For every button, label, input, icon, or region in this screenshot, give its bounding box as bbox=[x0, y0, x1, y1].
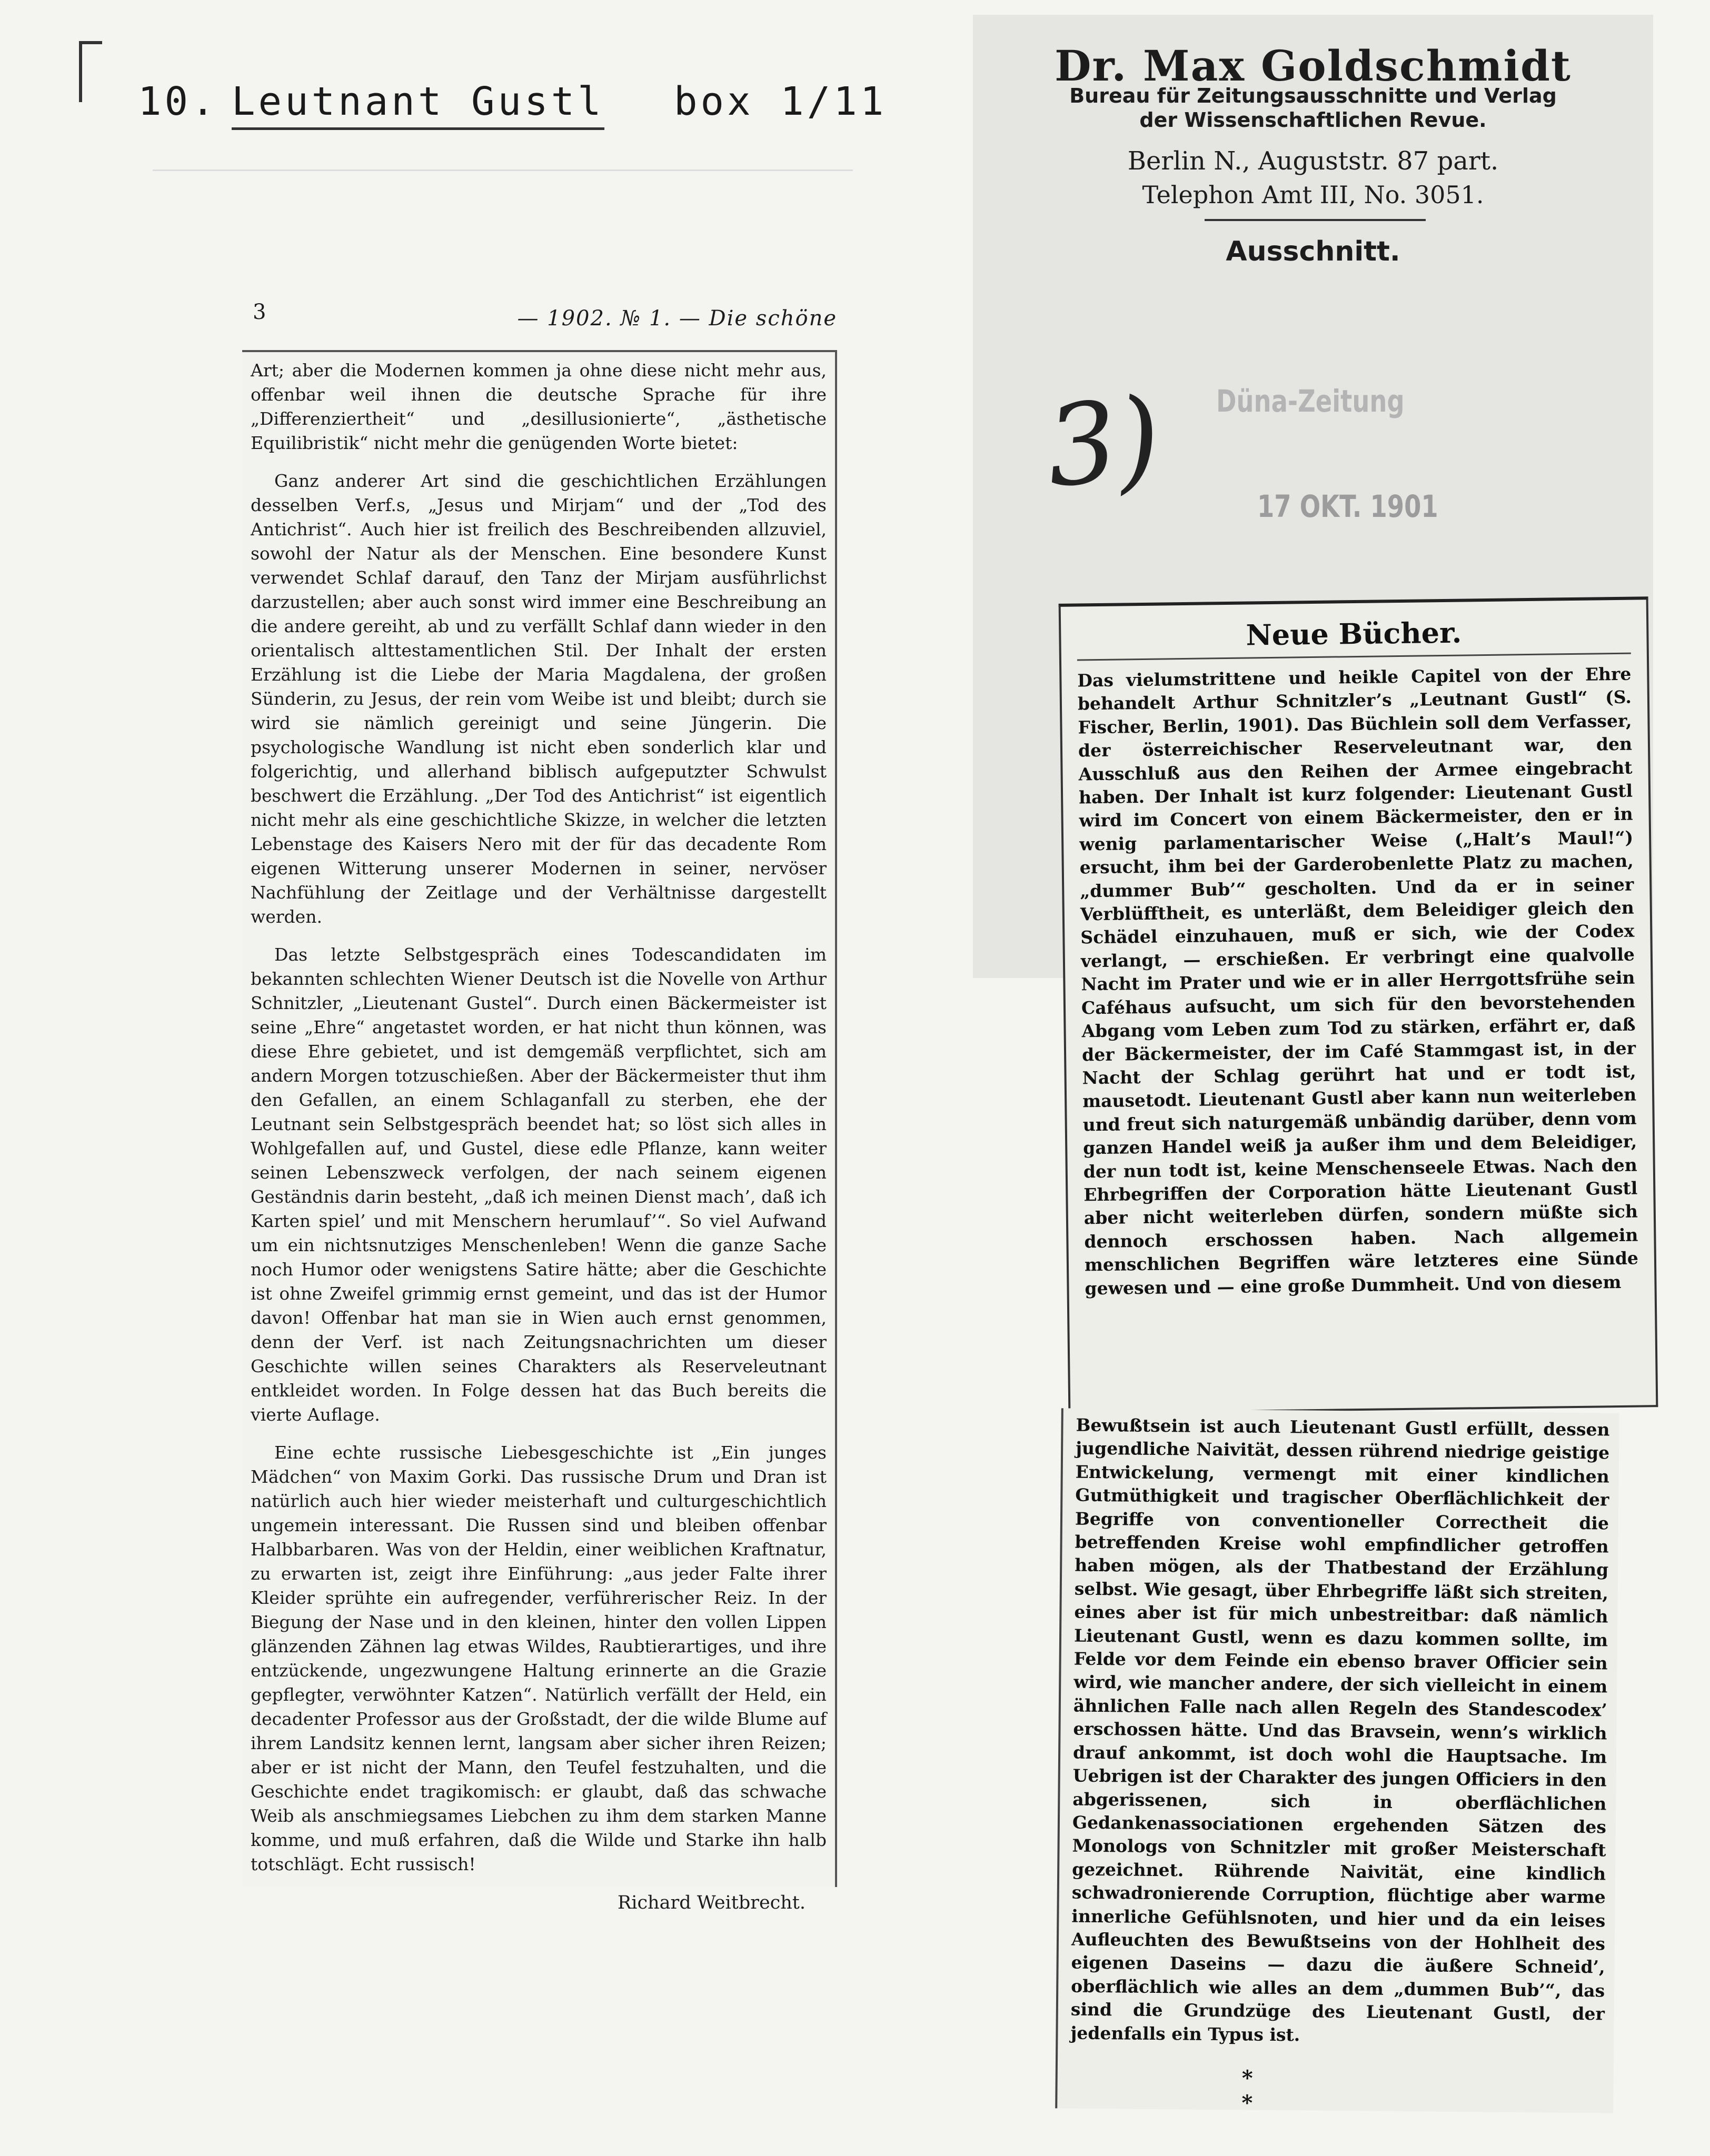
archive-title: Leutnant Gustl bbox=[232, 79, 604, 130]
article-column bbox=[242, 350, 837, 1913]
left-newspaper-clipping bbox=[232, 295, 842, 1921]
author-signature: Richard Weitbrecht. bbox=[617, 1892, 806, 1913]
archive-number: 10. bbox=[138, 79, 218, 124]
newspaper-clipping-review bbox=[1059, 596, 1658, 1414]
bureau-address: Berlin N., Auguststr. 87 part. bbox=[1127, 146, 1499, 176]
review-continuation-text: Bewußtsein ist auch Lieutenant Gustl erfüllt, dessen jugendliche Naivität, dessen rührend niedrige geistige Entwickelung, vermengt mit einer kindlichen Gutmüthigkeit und tragischer Oberflächlichkeit der Begriffe von conventioneller Correctheit die betreffenden Kreise wohl empfindlicher getroffen haben mögen, als der Thatbestand der Erzählung selbst. Wie gesagt, über Ehrbegriffe läßt sich streiten, eines aber ist für mich unbestreitbar: daß nämlich Lieutenant Gustl, wenn es dazu kommen sollte, im Felde vor dem Feinde ein ebenso braver Officier sein wird, wie mancher andere, der sich vielleicht in einem ähnlichen Falle nach allen Regeln des Standescodex’ erschossen hätte. Und das Bravsein, wenn’s wirklich drauf ankommt, ist doch wohl die Hauptsache. Im Uebrigen ist der Charakter des jungen Officiers in den abgerissenen, sich in oberflächlichen Gedankenassociationen ergehenden Sätzen des Monologs von Schnitzler mit großer Meisterschaft gezeichnet. Rührende Naivität, eine kindlich schwadronierende Corruption, flüchtige aber warme innerliche Gefühlsnoten, und hier und da ein leises Aufleuchten des Bewußtseins von der Hohlheit des eigenen Daseins — dazu die äußere Schneid’, oberflächlich wie alles an dem „dummen Bub’“, das sind die Grundzüge des Lieutenant Gustl, der jedenfalls ein Typus ist. bbox=[1070, 1414, 1610, 2045]
page-number: 3 bbox=[253, 300, 267, 324]
review-title: Neue Bücher. bbox=[1077, 614, 1631, 661]
review-text: Das vielumstrittene und heikle Capitel von der Ehre behandelt Arthur Schnitzler’s „Leutnant Gustl“ (S. Fischer, Berlin, 1901). Das Büchlein soll dem Verfasser, der österreichischer Reserveleutnant war, den Ausschluß aus den Reihen der Armee eingebracht haben. Der Inhalt ist kurz folgender: Lieutenant Gustl wird im Concert von einem Bäckermeister, den er in wenig parlamentarischer Weise („Halt’s Maul!“) ersucht, ihm bei der Garderobenlette Platz zu machen, „dummer Bub’“ gescholten. Und da er in seiner Verblüfftheit, es unterläßt, dem Beleidiger gleich den Schädel einzuhauen, muß er sich, wie der Codex verlangt, — erschießen. Er verbringt eine qualvolle Nacht im Prater und wie er in aller Herrgottsfrühe sein Caféhaus aufsucht, um sich für den bevorstehenden Abgang vom Leben zum Tod zu stärken, erfährt er, daß der Bäckermeister, der im Café Stammgast ist, in der Nacht der Schlag gerührt hat und er todt ist, mausetodt. Lieutenant Gustl aber kann nun weiterleben und freut sich naturgemäß unbändig darüber, denn vom ganzen Handel weiß ja außer ihm und dem Beleidiger, der nun todt ist, keine Menschenseele Etwas. Nach den Ehrbegriffen der Corporation hätte Lieutenant Gustl aber nicht weiterleben dürfen, sondern müßte sich dennoch erschossen haben. Nach allgemein menschlichen Begriffen wäre letzteres eine Sünde gewesen und — eine große Dummheit. Und von diesem bbox=[1077, 663, 1639, 1299]
slip-divider bbox=[1205, 219, 1426, 221]
newspaper-clipping-continuation bbox=[1055, 1408, 1619, 2117]
corner-crop-mark bbox=[79, 41, 102, 102]
paragraph: Das letzte Selbstgespräch eines Todescandidaten im bekannten schlechten Wiener Deutsch ist die Novelle von Arthur Schnitzler, „Lieutenant Gustel“. Durch einen Bäckermeister ist seine „Ehre“ angetastet worden, er hat nicht thun können, was diese Ehre gebietet, und ist demgemäß verpflichtet, sich am andern Morgen totzuschießen. Aber der Bäckermeister thut ihm den Gefallen, an einem Schlaganfall zu sterben, ehe der Leutnant sein Selbstgespräch beendet hat; so löst sich alles in Wohlgefallen auf, und Gustel, diese edle Pflanze, kann weiter seinen Lebenszweck verfolgen, der nach seinem eigenen Geständnis darin besteht, „daß ich meinen Dienst mach’, daß ich Karten spiel’ und mit Menschern herumlauf’“. So viel Aufwand um ein nichtsnutziges Menschenleben! Wenn die ganze Sache noch Humor oder wenigstens Satire hätte; aber die Geschichte ist ohne Zweifel grimmig ernst gemeint, und das ist der Humor davon! Offenbar hat man sie in Wien auch ernst genommen, denn der Verf. ist nach Zeitungsnachrichten um dieser Geschichte willen seines Charakters als Reserveleutnant entkleidet worden. In Folge dessen hat das Buch bereits die vierte Auflage. bbox=[251, 944, 827, 1425]
paragraph: Ganz anderer Art sind die geschichtlichen Erzählungen desselben Verf.s, „Jesus und Mirjam“ und der „Tod des Antichrist“. Auch hier ist freilich des Beschreibenden allzuviel, sowohl der Natur als der Menschen. Eine besondere Kunst verwendet Schlaf darauf, den Tanz der Mirjam ausführlichst darzustellen; aber auch sonst wird immer eine Beschreibung an die andere gereiht, ab und zu verfällt Schlaf dann wieder in den orientalisch alttestamentlichen Stil. Der Inhalt der ersten Erzählung ist die Liebe der Maria Magdalena, der großen Sünderin, zu Jesus, der rein vom Weibe ist und bleibt; durch sie wird sie nämlich gereinigt und seine Jüngerin. Die psychologische Wandlung ist nicht eben sonderlich klar und folgerichtig, und allerhand biblisch aufgeputzter Schwulst beschwert die Erzählung. „Der Tod des Antichrist“ ist eigentlich nicht mehr als eine geschichtliche Skizze, in welcher die letzten Lebenstage des Kaisers Nero mit der für das decadente Rom eigenen Witterung unserer Modernen in seiner, nervöser Nachfühlung der Zeitlage und der Verhältnisse dargestellt werden. bbox=[251, 471, 827, 927]
header-divider bbox=[153, 169, 853, 171]
bureau-telephone: Telephon Amt III, No. 3051. bbox=[1142, 181, 1484, 209]
paragraph: Art; aber die Modernen kommen ja ohne diese nicht mehr aus, offenbar weil ihnen die deutsche Sprache für ihre „Differenziertheit“ und „desillusionierte“, „ästhetische Equilibristik“ nicht mehr die genügenden Worte bietet: bbox=[251, 360, 827, 453]
archive-box: box 1/11 bbox=[674, 79, 887, 124]
bureau-description-2: der Wissenschaftlichen Revue. bbox=[1139, 108, 1487, 132]
running-header: — 1902. № 1. — Die schöne bbox=[517, 306, 837, 331]
date-stamp: 17 OKT. 1901 bbox=[1257, 488, 1438, 524]
end-marks: * * bbox=[1241, 2065, 1379, 2117]
handwritten-number: 3) bbox=[1040, 372, 1167, 513]
clipping-header bbox=[242, 295, 842, 337]
newspaper-stamp: Düna-Zeitung bbox=[1216, 383, 1405, 419]
bureau-owner-name: Dr. Max Goldschmidt bbox=[1055, 41, 1572, 91]
bureau-description: Bureau für Zeitungsausschnitte und Verlag bbox=[1069, 84, 1557, 107]
clipping-label: Ausschnitt. bbox=[1226, 236, 1400, 267]
paragraph: Eine echte russische Liebesgeschichte ist „Ein junges Mädchen“ von Maxim Gorki. Das russische Drum und Dran ist natürlich auch hier wieder meisterhaft und culturgeschichtlich ungemein interessant. Die Russen sind und bleiben offenbar Halbbarbaren. Was von der Heldin, einer weiblichen Kraftnatur, zu erwarten ist, zeigt ihre Einführung: „aus jeder Falte ihrer Kleider sprühte ein aufregender, verführerischer Reiz. In der Biegung der Nase und in den kleinen, hinter den vollen Lippen glänzenden Zähnen lag etwas Wildes, Raubtierartiges, und ihre entzückende, ungezwungene Haltung erinnerte an die Grazie gepflegter, verwöhnter Katzen“. Natürlich verfällt der Held, ein decadenter Professor aus der Großstadt, der die wilde Blume auf ihrem Landsitz kennen lernt, langsam aber sicher ihren Reizen; aber er ist nicht der Mann, den Teufel festzuhalten, und die Geschichte endet tragikomisch: er glaubt, daß das schwache Weib als anschmiegsames Liebchen zu ihm dem starken Manne komme, und muß erfahren, daß die Wilde und Starke ihn halb totschlägt. Echt russisch! bbox=[251, 1442, 827, 1874]
